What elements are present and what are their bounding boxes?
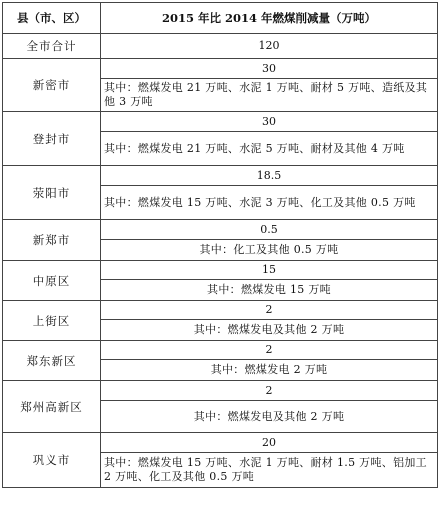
table-row (3, 381, 438, 401)
reduction-detail: 其中：燃煤发电 21 万吨、水泥 1 万吨、耐材 5 万吨、造纸及其他 3 万吨 (101, 79, 438, 112)
reduction-detail: 其中：燃煤发电 15 万吨、水泥 3 万吨、化工及其他 0.5 万吨 (101, 186, 438, 220)
reduction-value: 2 (101, 381, 438, 401)
reduction-value: 15 (101, 261, 438, 280)
total-row (3, 34, 438, 59)
region-name: 新郑市 (3, 220, 101, 261)
reduction-value: 18.5 (101, 166, 438, 186)
reduction-value: 30 (101, 112, 438, 132)
total-label: 全市合计 (3, 34, 101, 59)
region-name: 上街区 (3, 301, 101, 341)
reduction-detail: 其中：燃煤发电及其他 2 万吨 (101, 320, 438, 341)
reduction-value: 2 (101, 341, 438, 360)
table-row (3, 220, 438, 240)
table-row (3, 261, 438, 280)
table-row (3, 341, 438, 360)
table-row (3, 301, 438, 320)
table-row (3, 166, 438, 186)
region-name: 登封市 (3, 112, 101, 166)
region-name: 郑东新区 (3, 341, 101, 381)
table-row (3, 112, 438, 132)
table-row (3, 433, 438, 453)
reduction-value: 20 (101, 433, 438, 453)
reduction-detail: 其中：燃煤发电 21 万吨、水泥 5 万吨、耐材及其他 4 万吨 (101, 132, 438, 166)
reduction-value: 2 (101, 301, 438, 320)
total-value: 120 (101, 34, 438, 59)
region-name: 中原区 (3, 261, 101, 301)
region-name: 郑州高新区 (3, 381, 101, 433)
reduction-detail: 其中：燃煤发电及其他 2 万吨 (101, 401, 438, 433)
table-row (3, 59, 438, 79)
reduction-detail: 其中：燃煤发电 2 万吨 (101, 360, 438, 381)
reduction-value: 0.5 (101, 220, 438, 240)
region-header: 县（市、区） (3, 3, 101, 34)
region-name: 巩义市 (3, 433, 101, 488)
reduction-detail: 其中：燃煤发电 15 万吨 (101, 280, 438, 301)
reduction-detail: 其中：化工及其他 0.5 万吨 (101, 240, 438, 261)
coal-reduction-table (2, 2, 438, 488)
reduction-value: 30 (101, 59, 438, 79)
region-name: 新密市 (3, 59, 101, 112)
reduction-header: 2015 年比 2014 年燃煤削减量（万吨） (101, 3, 438, 34)
region-name: 荥阳市 (3, 166, 101, 220)
reduction-detail: 其中：燃煤发电 15 万吨、水泥 1 万吨、耐材 1.5 万吨、铝加工 2 万吨、化工及其他 0.5 万吨 (101, 453, 438, 488)
header-row (3, 3, 438, 34)
